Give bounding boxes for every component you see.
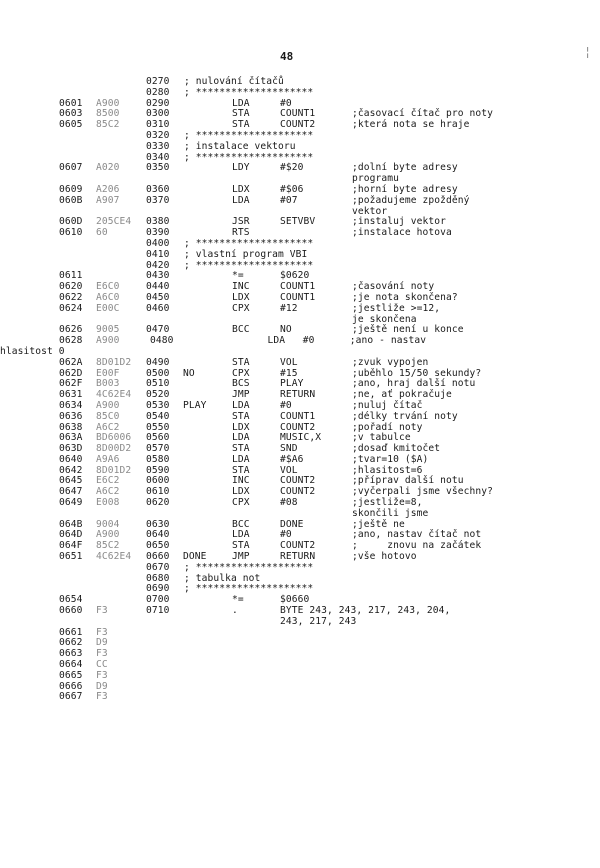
comment-text: ; ******************** xyxy=(184,561,314,573)
memory-address: 0664 xyxy=(59,659,83,671)
machine-code: A900 xyxy=(96,97,120,109)
machine-code: F3 xyxy=(96,626,108,638)
machine-code: F3 xyxy=(96,648,108,660)
memory-address: 0642 xyxy=(59,464,83,476)
listing-line xyxy=(0,304,600,315)
listing-line xyxy=(0,358,600,369)
listing-line xyxy=(0,196,600,207)
machine-code: 8D00D2 xyxy=(96,443,132,455)
machine-code: E00F xyxy=(96,367,120,379)
memory-address: 0611 xyxy=(59,270,83,282)
code-comment: ;jestliže >=12, xyxy=(352,302,441,314)
machine-code: A900 xyxy=(96,529,120,541)
memory-address: 0645 xyxy=(59,475,83,487)
machine-code: A6C2 xyxy=(96,421,120,433)
code-comment: ;ještě ne xyxy=(352,518,405,530)
misaligned-code-line: 0480 LDA #0 ;ano - nastav xyxy=(150,335,427,347)
line-number: 0670 xyxy=(146,561,170,573)
memory-address: 0660 xyxy=(59,605,83,617)
line-number: 0690 xyxy=(146,583,170,595)
listing-line xyxy=(0,638,600,649)
memory-address: 062D xyxy=(59,367,83,379)
line-number: 0340 xyxy=(146,151,170,163)
code-comment: ;ne, ať pokračuje xyxy=(352,389,452,401)
memory-address: 0651 xyxy=(59,551,83,563)
operand: COUNT1 xyxy=(280,281,316,293)
machine-code: A6C0 xyxy=(96,291,120,303)
line-number: 0610 xyxy=(146,486,170,498)
line-number: 0510 xyxy=(146,378,170,390)
operand: PLAY xyxy=(280,378,304,390)
line-number: 0280 xyxy=(146,86,170,98)
comment-text: ; instalace vektoru xyxy=(184,140,296,152)
line-number: 0330 xyxy=(146,140,170,152)
machine-code: 8D01D2 xyxy=(96,464,132,476)
machine-code: A900 xyxy=(96,399,120,411)
machine-code: 4C62E4 xyxy=(96,389,132,401)
memory-address: 060B xyxy=(59,194,83,206)
machine-code: E6C2 xyxy=(96,475,120,487)
memory-address: 0601 xyxy=(59,97,83,109)
code-comment: ;pořadí noty xyxy=(352,421,423,433)
comment-text: ; tabulka not xyxy=(184,572,261,584)
mnemonic: STA xyxy=(232,108,250,120)
operand: RETURN xyxy=(280,389,316,401)
line-number: 0560 xyxy=(146,432,170,444)
listing-line xyxy=(0,142,600,153)
code-comment: ;uběhlo 15/50 sekundy? xyxy=(352,367,482,379)
operand: NO xyxy=(280,324,292,336)
memory-address: 0640 xyxy=(59,453,83,465)
line-number: 0490 xyxy=(146,356,170,368)
mnemonic: LDX xyxy=(232,486,250,498)
listing-line xyxy=(0,390,600,401)
listing-line xyxy=(0,131,600,142)
mnemonic: LDX xyxy=(232,421,250,433)
machine-code: 60 xyxy=(96,227,108,239)
machine-code: 9005 xyxy=(96,324,120,336)
mnemonic: STA xyxy=(232,410,250,422)
listing-line xyxy=(0,498,600,509)
mnemonic: BCC xyxy=(232,324,250,336)
memory-address: 0634 xyxy=(59,399,83,411)
memory-address: 064B xyxy=(59,518,83,530)
operand: COUNT2 xyxy=(280,421,316,433)
listing-line xyxy=(0,682,600,693)
code-comment: ;instaluj vektor xyxy=(352,216,447,228)
machine-code: 85C2 xyxy=(96,119,120,131)
comment-continuation: skončili jsme xyxy=(352,507,429,519)
operand: MUSIC,X xyxy=(280,432,322,444)
line-number: 0530 xyxy=(146,399,170,411)
machine-code: E008 xyxy=(96,497,120,509)
line-number: 0450 xyxy=(146,291,170,303)
memory-address: 064F xyxy=(59,540,83,552)
operand: BYTE 243, 243, 217, 243, 204, xyxy=(280,605,451,617)
line-number: 0310 xyxy=(146,119,170,131)
listing-line xyxy=(0,671,600,682)
machine-code: F3 xyxy=(96,669,108,681)
operand: COUNT1 xyxy=(280,108,316,120)
machine-code: A900 xyxy=(96,335,120,347)
code-comment: ;jestliže=8, xyxy=(352,497,423,509)
code-comment: ;horní byte adresy xyxy=(352,183,458,195)
mnemonic: LDX xyxy=(232,183,250,195)
mnemonic: BCS xyxy=(232,378,250,390)
line-number: 0420 xyxy=(146,259,170,271)
operand: COUNT2 xyxy=(280,540,316,552)
listing-line xyxy=(0,293,600,304)
code-comment: ;vyčerpali jsme všechny? xyxy=(352,486,494,498)
mnemonic: STA xyxy=(232,464,250,476)
listing-line xyxy=(0,412,600,423)
code-comment: ;ano, hraj další notu xyxy=(352,378,476,390)
memory-address: 0603 xyxy=(59,108,83,120)
mnemonic: JMP xyxy=(232,389,250,401)
line-number: 0600 xyxy=(146,475,170,487)
memory-address: 0609 xyxy=(59,183,83,195)
mnemonic: LDA xyxy=(232,97,250,109)
comment-continuation: je skončena xyxy=(352,313,417,325)
machine-code: E00C xyxy=(96,302,120,314)
listing-line xyxy=(0,563,600,574)
operand: COUNT2 xyxy=(280,486,316,498)
mnemonic: LDA xyxy=(232,399,250,411)
listing-line xyxy=(0,433,600,444)
machine-code: 9004 xyxy=(96,518,120,530)
mnemonic: *= xyxy=(232,594,244,606)
mnemonic: LDA xyxy=(232,194,250,206)
comment-text: ; ******************** xyxy=(184,129,314,141)
mnemonic: INC xyxy=(232,475,250,487)
assembly-listing xyxy=(0,77,600,703)
code-comment: ;časování noty xyxy=(352,281,435,293)
operand: SETVBV xyxy=(280,216,316,228)
mnemonic: LDA xyxy=(232,432,250,444)
mnemonic: CPX xyxy=(232,302,250,314)
mnemonic: LDX xyxy=(232,291,250,303)
memory-address: 0666 xyxy=(59,680,83,692)
comment-text: ; ******************** xyxy=(184,86,314,98)
code-comment: ;nuluj čítač xyxy=(352,399,423,411)
line-number: 0320 xyxy=(146,129,170,141)
mnemonic: STA xyxy=(232,356,250,368)
mnemonic: . xyxy=(232,605,238,617)
listing-line xyxy=(0,455,600,466)
margin-mark: ¦ xyxy=(584,45,592,59)
listing-line xyxy=(0,217,600,228)
comment-text: ; ******************** xyxy=(184,259,314,271)
line-number: 0650 xyxy=(146,540,170,552)
line-number: 0270 xyxy=(146,76,170,87)
memory-address: 064D xyxy=(59,529,83,541)
memory-address: 0620 xyxy=(59,281,83,293)
operand: #$20 xyxy=(280,162,304,174)
line-number: 0570 xyxy=(146,443,170,455)
listing-line xyxy=(0,692,600,703)
operand: COUNT2 xyxy=(280,475,316,487)
line-number: 0460 xyxy=(146,302,170,314)
memory-address: 060D xyxy=(59,216,83,228)
operand: #08 xyxy=(280,497,298,509)
code-comment: ;ještě není u konce xyxy=(352,324,464,336)
mnemonic: RTS xyxy=(232,227,250,239)
line-number: 0660 xyxy=(146,551,170,563)
memory-address: 0605 xyxy=(59,119,83,131)
machine-code: F3 xyxy=(96,605,108,617)
memory-address: 063A xyxy=(59,432,83,444)
line-number: 0300 xyxy=(146,108,170,120)
line-number: 0580 xyxy=(146,453,170,465)
line-number: 0410 xyxy=(146,248,170,260)
comment-text: ; ******************** xyxy=(184,151,314,163)
memory-address: 0622 xyxy=(59,291,83,303)
machine-code: A907 xyxy=(96,194,120,206)
memory-address: 0631 xyxy=(59,389,83,401)
mnemonic: BCC xyxy=(232,518,250,530)
listing-line xyxy=(0,660,600,671)
code-comment: ;tvar=10 ($A) xyxy=(352,453,429,465)
machine-code: A206 xyxy=(96,183,120,195)
machine-code: B003 xyxy=(96,378,120,390)
memory-address: 0663 xyxy=(59,648,83,660)
operand: SND xyxy=(280,443,298,455)
listing-line xyxy=(0,163,600,174)
machine-code: D9 xyxy=(96,637,108,649)
operand: COUNT1 xyxy=(280,410,316,422)
listing-line xyxy=(0,487,600,498)
mnemonic: LDA xyxy=(232,529,250,541)
machine-code: 4C62E4 xyxy=(96,551,132,563)
code-comment: ;v tabulce xyxy=(352,432,411,444)
line-number: 0470 xyxy=(146,324,170,336)
line-number: 0640 xyxy=(146,529,170,541)
listing-line xyxy=(0,347,600,358)
code-comment: ;příprav další notu xyxy=(352,475,464,487)
line-number: 0630 xyxy=(146,518,170,530)
code-comment: ;časovací čítač pro noty xyxy=(352,108,494,120)
comment-text: ; ******************** xyxy=(184,583,314,595)
comment-continuation: programu xyxy=(352,173,400,185)
machine-code: 8500 xyxy=(96,108,120,120)
line-number: 0380 xyxy=(146,216,170,228)
code-comment: ;vše hotovo xyxy=(352,551,417,563)
line-number: 0370 xyxy=(146,194,170,206)
operand: DONE xyxy=(280,518,304,530)
memory-address: 0647 xyxy=(59,486,83,498)
machine-code: 8D01D2 xyxy=(96,356,132,368)
listing-line xyxy=(0,617,600,628)
code-comment: ;ano, nastav čítač not xyxy=(352,529,482,541)
mnemonic: STA xyxy=(232,540,250,552)
memory-address: 063D xyxy=(59,443,83,455)
mnemonic: *= xyxy=(232,270,244,282)
listing-line xyxy=(0,315,600,326)
operand: RETURN xyxy=(280,551,316,563)
operand: #0 xyxy=(280,399,292,411)
mnemonic: STA xyxy=(232,119,250,131)
operand: #0 xyxy=(280,529,292,541)
mnemonic: JMP xyxy=(232,551,250,563)
code-label: PLAY xyxy=(183,399,207,411)
mnemonic: LDA xyxy=(232,453,250,465)
listing-line xyxy=(0,336,600,347)
memory-address: 0624 xyxy=(59,302,83,314)
comment-continuation: vektor xyxy=(352,205,388,217)
machine-code: CC xyxy=(96,659,108,671)
memory-address: 0665 xyxy=(59,669,83,681)
machine-code: A6C2 xyxy=(96,486,120,498)
machine-code: A9A6 xyxy=(96,453,120,465)
line-number: 0430 xyxy=(146,270,170,282)
operand: $0620 xyxy=(280,270,310,282)
machine-code: 85C0 xyxy=(96,410,120,422)
mnemonic: STA xyxy=(232,443,250,455)
code-comment: ;dolní byte adresy xyxy=(352,162,458,174)
operand: COUNT2 xyxy=(280,119,316,131)
line-number: 0710 xyxy=(146,605,170,617)
code-label: DONE xyxy=(183,551,207,563)
code-comment: ; znovu na začátek xyxy=(352,540,482,552)
listing-line xyxy=(0,628,600,639)
listing-line xyxy=(0,649,600,660)
memory-address: 0654 xyxy=(59,594,83,606)
machine-code: A020 xyxy=(96,162,120,174)
line-number: 0440 xyxy=(146,281,170,293)
memory-address: 0638 xyxy=(59,421,83,433)
machine-code: 205CE4 xyxy=(96,216,132,228)
line-number: 0500 xyxy=(146,367,170,379)
memory-address: 0661 xyxy=(59,626,83,638)
line-number: 0620 xyxy=(146,497,170,509)
comment-text: ; nulování čítačů xyxy=(184,76,284,87)
machine-code: BD6006 xyxy=(96,432,132,444)
code-comment: ;zvuk vypojen xyxy=(352,356,429,368)
operand-continuation: 243, 217, 243 xyxy=(280,615,357,627)
line-number: 0700 xyxy=(146,594,170,606)
memory-address: 0667 xyxy=(59,691,83,703)
line-number: 0550 xyxy=(146,421,170,433)
operand: COUNT1 xyxy=(280,291,316,303)
memory-address: 0628 xyxy=(59,335,83,347)
mnemonic: CPX xyxy=(232,497,250,509)
memory-address: 0626 xyxy=(59,324,83,336)
code-comment: ;délky trvání noty xyxy=(352,410,458,422)
listing-line xyxy=(0,250,600,261)
line-number: 0520 xyxy=(146,389,170,401)
code-comment: ;dosaď kmitočet xyxy=(352,443,441,455)
operand: VOL xyxy=(280,356,298,368)
memory-address: 0636 xyxy=(59,410,83,422)
operand: #$A6 xyxy=(280,453,304,465)
listing-line xyxy=(0,520,600,531)
code-comment: ;požadujeme zpožděný xyxy=(352,194,470,206)
code-comment: ;je nota skončena? xyxy=(352,291,458,303)
comment-text: ; vlastní program VBI xyxy=(184,248,308,260)
memory-address: 062F xyxy=(59,378,83,390)
machine-code: F3 xyxy=(96,691,108,703)
operand: #0 xyxy=(280,97,292,109)
line-number: 0400 xyxy=(146,237,170,249)
operand: #07 xyxy=(280,194,298,206)
line-number: 0680 xyxy=(146,572,170,584)
wrapped-comment-fragment: hlasitost 0 xyxy=(0,345,65,357)
code-label: NO xyxy=(183,367,195,379)
memory-address: 0649 xyxy=(59,497,83,509)
machine-code: 85C2 xyxy=(96,540,120,552)
memory-address: 062A xyxy=(59,356,83,368)
code-comment: ;instalace hotova xyxy=(352,227,452,239)
line-number: 0390 xyxy=(146,227,170,239)
operand: #$06 xyxy=(280,183,304,195)
memory-address: 0662 xyxy=(59,637,83,649)
operand: #15 xyxy=(280,367,298,379)
mnemonic: LDY xyxy=(232,162,250,174)
mnemonic: INC xyxy=(232,281,250,293)
code-comment: ;hlasitost=6 xyxy=(352,464,423,476)
operand: VOL xyxy=(280,464,298,476)
listing-line xyxy=(0,88,600,99)
comment-text: ; ******************** xyxy=(184,237,314,249)
line-number: 0540 xyxy=(146,410,170,422)
code-comment: ;která nota se hraje xyxy=(352,119,470,131)
listing-line xyxy=(0,185,600,196)
memory-address: 0610 xyxy=(59,227,83,239)
line-number: 0360 xyxy=(146,183,170,195)
line-number: 0350 xyxy=(146,162,170,174)
line-number: 0290 xyxy=(146,97,170,109)
line-number: 0590 xyxy=(146,464,170,476)
operand: $0660 xyxy=(280,594,310,606)
operand: #12 xyxy=(280,302,298,314)
machine-code: D9 xyxy=(96,680,108,692)
page-number: 48 xyxy=(280,50,294,63)
mnemonic: JSR xyxy=(232,216,250,228)
machine-code: E6C0 xyxy=(96,281,120,293)
memory-address: 0607 xyxy=(59,162,83,174)
mnemonic: CPX xyxy=(232,367,250,379)
